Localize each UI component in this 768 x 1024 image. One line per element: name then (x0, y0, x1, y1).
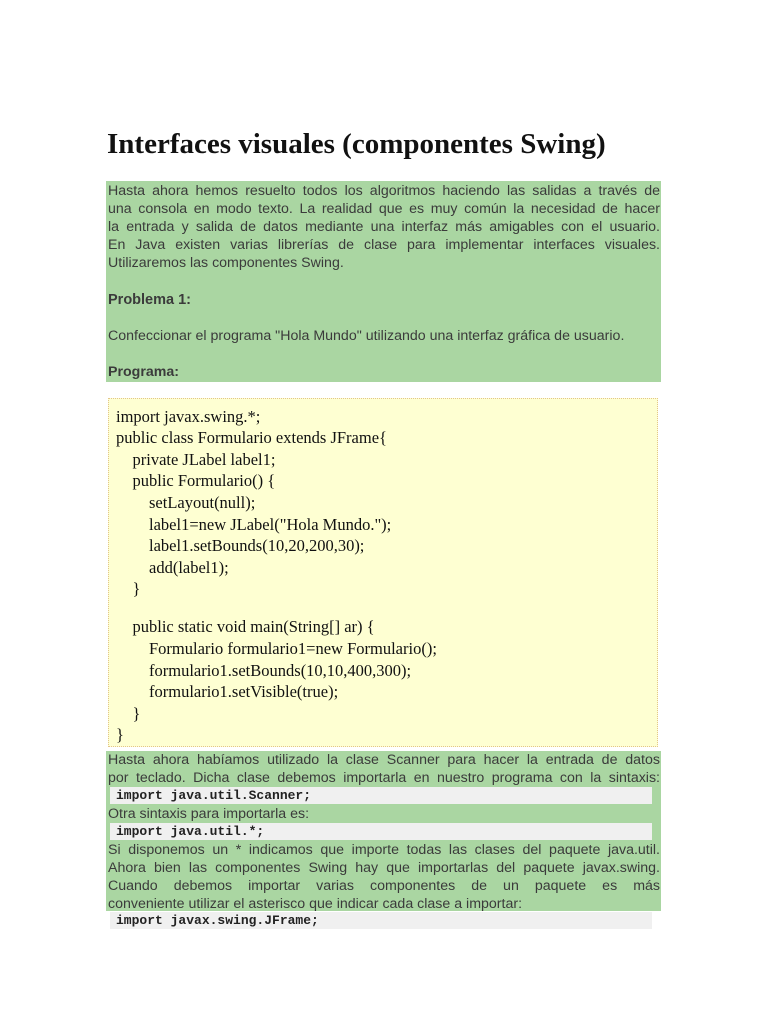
code-line: label1=new JLabel("Hola Mundo."); (116, 515, 392, 534)
code-block (108, 398, 658, 747)
code-line: add(label1); (116, 558, 229, 577)
code-line: } (116, 725, 124, 744)
intro-line: Hasta ahora hemos resuelto todos los algoritmos haciendo las salidas a través de (108, 183, 660, 199)
intro-section (106, 181, 661, 382)
page-title: Interfaces visuales (componentes Swing) (107, 128, 606, 160)
inline-code-import-util: import java.util.*; (116, 824, 265, 839)
explanation-line: Cuando debemos importar varias componentes de un paquete es más (108, 878, 660, 894)
code-line: } (116, 704, 141, 723)
code-line: import javax.swing.*; (116, 407, 261, 426)
intro-line: la entrada y salida de datos mediante una interfaz más amigables con el usuario. (108, 219, 660, 235)
program-label: Programa: (108, 364, 179, 380)
explanation-line: por teclado. Dicha clase debemos importarla en nuestro programa con la sintaxis: (108, 770, 660, 786)
explanation-line: Hasta ahora habíamos utilizado la clase Scanner para hacer la entrada de datos (108, 752, 660, 768)
code-line: public Formulario() { (116, 471, 276, 490)
explanation-line: Otra sintaxis para importarla es: (108, 806, 310, 822)
code-line: public class Formulario extends JFrame{ (116, 428, 387, 447)
code-line: formulario1.setVisible(true); (116, 682, 339, 701)
problem-text: Confeccionar el programa "Hola Mundo" utilizando una interfaz gráfica de usuario. (108, 328, 625, 344)
code-line: } (116, 579, 141, 598)
code-line: label1.setBounds(10,20,200,30); (116, 536, 365, 555)
explanation-line: Ahora bien las componentes Swing hay que importarlas del paquete javax.swing. (108, 860, 660, 876)
code-line: formulario1.setBounds(10,10,400,300); (116, 661, 412, 680)
problem-heading: Problema 1: (108, 292, 191, 308)
code-line: public static void main(String[] ar) { (116, 617, 375, 636)
intro-line: En Java existen varias librerías de clase para implementar interfaces visuales. (108, 237, 660, 253)
inline-code-import-jframe: import javax.swing.JFrame; (116, 913, 319, 928)
explanation-line: conveniente utilizar el asterisco que indicar cada clase a importar: (108, 896, 523, 912)
code-line: Formulario formulario1=new Formulario(); (116, 639, 437, 658)
inline-code-import-scanner: import java.util.Scanner; (116, 788, 312, 803)
intro-line: una consola en modo texto. La realidad que es muy común la necesidad de hacer (108, 201, 660, 217)
intro-line: Utilizaremos las componentes Swing. (108, 255, 344, 271)
code-line: setLayout(null); (116, 493, 256, 512)
code-line: private JLabel label1; (116, 450, 276, 469)
explanation-line: Si disponemos un * indicamos que importe todas las clases del paquete java.util. (108, 842, 660, 858)
